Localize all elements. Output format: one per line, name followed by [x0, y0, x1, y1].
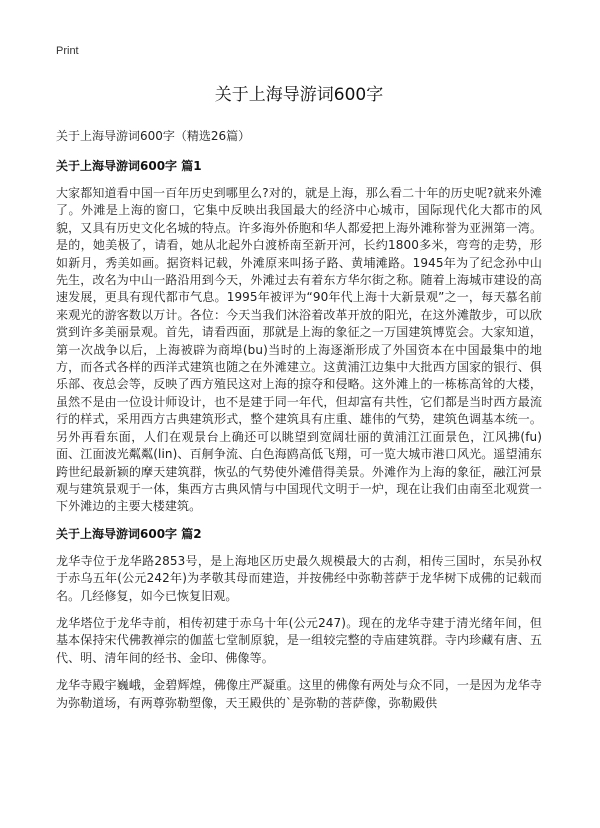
paragraph: 龙华寺位于龙华路2853号，是上海地区历史最久规模最大的古刹，相传三国时，东吴孙权于赤乌五年(公元242年)为孝敬其母而建造，并按佛经中弥勒菩萨于龙华树下成佛的记载而名。几经修复，如今已恢复旧观。	[56, 553, 542, 603]
section-heading: 关于上海导游词600字 篇1	[56, 159, 202, 173]
page-subtitle: 关于上海导游词600字（精选26篇）	[56, 129, 251, 143]
section-heading: 关于上海导游词600字 篇2	[56, 526, 202, 541]
page-title: 关于上海导游词600字	[214, 85, 384, 105]
section-1	[56, 158, 542, 516]
paragraph: 龙华塔位于龙华寺前，相传初建于赤乌十年(公元247)。现在的龙华寺建于清光绪年间，但基本保持宋代佛教禅宗的伽蓝七堂制原貌，是一组较完整的寺庙建筑群。寺内珍藏有唐、五代、明、清年间的经书、金印、佛像等。	[56, 615, 542, 665]
print-link[interactable]: Print	[56, 45, 79, 57]
paragraph: 大家都知道看中国一百年历史到哪里么?对的，就是上海，那么看二十年的历史呢?就来外滩了。外滩是上海的窗口，它集中反映出我国最大的经济中心城市，国际现代化大都市的风貌，又具有历史文化名城的特点。许多海外侨胞和华人都爱把上海外滩称誉为亚洲第一湾。是的，她美极了，请看，她从北起外白渡桥南至新开河，长约1800多米，弯弯的走势，形如新月，秀美如画。据资料记载，外滩原来叫扬子路、黄埔滩路。1945年为了纪念孙中山先生，改名为中山一路沿用到今天，外滩过去有着东方华尔街之称。随着上海城市建设的高速发展，更具有现代都市气息。1995年被评为“90年代上海十大新景观”之一，每天慕名前来观光的游客数以万计。各位：今天当我们沐浴着改革开放的阳光，在这外滩散步，可以欣赏到许多美丽景观。首先，请看西面，那就是上海的象征之一万国建筑博览会。大家知道，第一次战争以后，上海被辟为商埠(bu)当时的上海逐渐形成了外国资本在中国最集中的地方，而各式各样的西洋式建筑也随之在外滩建立。这黄浦江边集中大批西方国家的银行、俱乐部、夜总会等，反映了西方殖民这对上海的掠夺和侵略。这外滩上的一栋栋高耸的大楼，虽然不是由一位设计师设计，也不是建于同一年代，但却富有共性，它们都是当时西方最流行的样式，采用西方古典建筑形式，整个建筑具有庄重、雄伟的气势，建筑色调基本统一。另外再看东面，人们在观景台上确还可以眺望到宽阔壮丽的黄浦江江面景色，江风拂(fu)面、江面波光粼粼(lin)、百舸争流、白色海鸥高低飞翔，可一览大城市港口风光。遥望浦东跨世纪最新颖的摩天建筑群，恢弘的气势使外滩借得美景。外滩作为上海的象征，融江河景观与建筑景观于一体，集西方古典风情与中国现代文明于一炉，现在让我们由南至北观赏一下外滩边的主要大楼建筑。	[56, 186, 542, 514]
paragraph: 龙华寺殿宇巍峨，金碧辉煌，佛像庄严凝重。这里的佛像有两处与众不同，一是因为龙华寺为弥勒道场，有两尊弥勒塑像，天王殿供的`是弥勒的菩萨像，弥勒殿供	[56, 678, 542, 710]
section-2	[56, 526, 542, 712]
